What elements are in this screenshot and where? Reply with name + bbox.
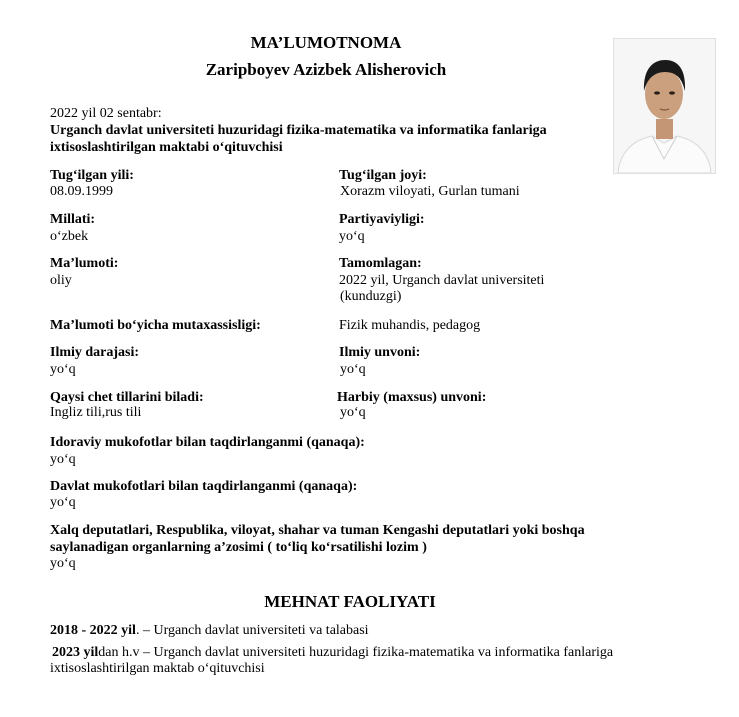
party-label: Partiyaviyligi:	[339, 212, 425, 227]
birth-place-label: Tug‘ilgan joyi:	[339, 168, 427, 183]
deputy-label-line-2: saylanadigan organlarning a’zosimi ( to‘liq ko‘rsatilishi lozim )	[50, 540, 427, 555]
degree-value: yo‘q	[50, 362, 76, 377]
specialty-value: Fizik muhandis, pedagog	[339, 318, 481, 333]
current-position	[50, 122, 602, 156]
portrait-photo	[613, 38, 716, 174]
degree-label: Ilmiy darajasi:	[50, 345, 140, 360]
graduated-value-line-1: 2022 yil, Urganch davlat universiteti	[339, 273, 545, 288]
state-awards-label: Davlat mukofotlari bilan taqdirlanganmi (qanaqa):	[50, 479, 358, 494]
work-entry-1	[50, 623, 650, 639]
admin-awards-value: yo‘q	[50, 452, 76, 467]
date-line: 2022 yil 02 sentabr:	[50, 106, 162, 121]
nationality-value: o‘zbek	[50, 229, 89, 244]
party-value: yo‘q	[339, 229, 365, 244]
nationality-label: Millati:	[50, 212, 96, 227]
military-value: yo‘q	[340, 405, 366, 420]
position-line-2: ixtisoslashtirilgan maktabi o‘qituvchisi	[50, 140, 283, 155]
graduated-value-line-2: (kunduzgi)	[340, 289, 402, 304]
document-title: MA’LUMOTNOMA	[250, 33, 402, 52]
academic-title-label: Ilmiy unvoni:	[339, 345, 421, 360]
education-label: Ma’lumoti:	[50, 256, 119, 271]
work-entry-1-period: 2018 - 2022 yil	[50, 623, 136, 638]
work-entry-1-text: . – Urganch davlat universiteti va talabasi	[135, 623, 369, 638]
work-entry-2-text-line-1: dan h.v – Urganch davlat universiteti huzuridagi fizika-matematika va informatika fanlariga	[98, 645, 614, 660]
state-awards-value: yo‘q	[50, 495, 76, 510]
graduated-label: Tamomlagan:	[339, 256, 422, 271]
work-section-title: MEHNAT FAOLIYATI	[264, 592, 436, 611]
academic-title-value: yo‘q	[340, 362, 366, 377]
deputy-label-line-1: Xalq deputatlari, Respublika, viloyat, shahar va tuman Kengashi deputatlari yoki boshqa	[50, 523, 585, 538]
languages-label: Qaysi chet tillarini biladi:	[50, 390, 204, 405]
specialty-label: Ma’lumoti bo‘yicha mutaxassisligi:	[50, 318, 261, 333]
birth-place-value: Xorazm viloyati, Gurlan tumani	[340, 184, 520, 199]
education-value: oliy	[50, 273, 72, 288]
birth-year-label: Tug‘ilgan yili:	[50, 168, 134, 183]
deputy-value: yo‘q	[50, 556, 76, 571]
birth-year-value: 08.09.1999	[50, 184, 113, 199]
languages-value: Ingliz tili,rus tili	[50, 405, 142, 420]
admin-awards-label: Idoraviy mukofotlar bilan taqdirlanganmi (qanaqa):	[50, 435, 365, 450]
position-line-1: Urganch davlat universiteti huzuridagi fizika-matematika va informatika fanlariga	[50, 123, 547, 138]
work-entry-2	[52, 645, 672, 661]
military-label: Harbiy (maxsus) unvoni:	[337, 390, 487, 405]
work-entry-2-period: 2023 yil	[52, 645, 99, 660]
person-name: Zaripboyev Azizbek Alisherovich	[205, 60, 447, 79]
work-entry-2-text-line-2: ixtisoslashtirilgan maktab o‘qituvchisi	[50, 661, 265, 676]
portrait-image	[614, 39, 715, 173]
